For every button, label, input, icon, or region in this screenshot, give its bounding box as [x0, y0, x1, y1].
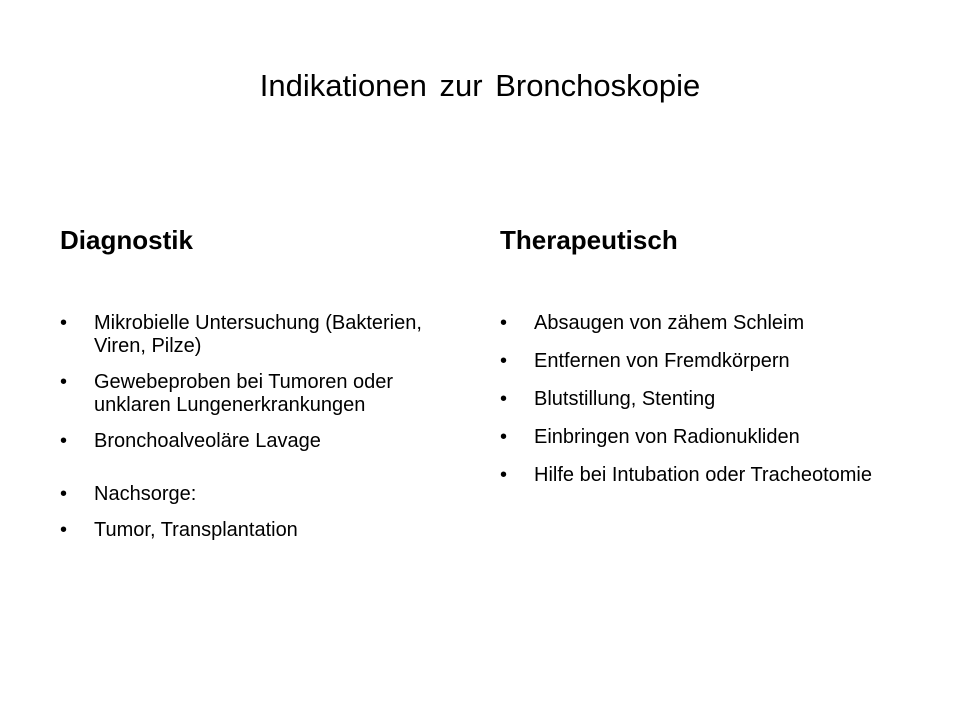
list-item — [500, 388, 920, 411]
list-item — [60, 371, 460, 417]
therapeutisch-column — [500, 220, 920, 486]
bullet-icon: • — [500, 464, 508, 486]
list-item-text: Bronchoalveoläre Lavage — [94, 430, 321, 452]
therapeutisch-heading: Therapeutisch — [500, 225, 678, 255]
list-item — [500, 350, 920, 373]
list-item — [60, 483, 460, 506]
bullet-icon: • — [60, 371, 68, 393]
therapeutisch-list — [500, 312, 920, 502]
list-item-text: Absaugen von zähem Schleim — [534, 312, 805, 334]
bullet-icon: • — [500, 312, 508, 334]
list-item-text: Blutstillung, Stenting — [534, 388, 716, 410]
bullet-icon: • — [500, 426, 508, 448]
list-item-text: Tumor, Transplantation — [94, 519, 298, 541]
list-item-text: Gewebeproben bei Tumoren oder unklaren Lungenerkrankungen — [94, 371, 394, 416]
bullet-icon: • — [60, 483, 68, 505]
bullet-icon: • — [500, 350, 508, 372]
bullet-icon: • — [500, 388, 508, 410]
list-item-text: Nachsorge: — [94, 483, 197, 505]
slide-title: Indikationen zur Bronchoskopie — [259, 68, 701, 103]
list-item-text: Einbringen von Radionukliden — [534, 426, 800, 448]
bullet-icon: • — [60, 519, 68, 541]
list-item — [60, 519, 460, 542]
list-item-text: Entfernen von Fremdkörpern — [534, 350, 790, 372]
list-item — [500, 464, 920, 487]
list-item — [500, 312, 920, 335]
diagnostik-list — [60, 312, 460, 555]
diagnostik-heading: Diagnostik — [60, 225, 193, 255]
diagnostik-column — [60, 220, 460, 541]
bullet-icon: • — [60, 430, 68, 452]
list-item — [60, 312, 460, 358]
list-item — [500, 426, 920, 449]
list-item-text: Mikrobielle Untersuchung (Bakterien, Viren, Pilze) — [94, 312, 422, 357]
bullet-icon: • — [60, 312, 68, 334]
list-item-text: Hilfe bei Intubation oder Tracheotomie — [534, 464, 872, 486]
list-item — [60, 430, 460, 453]
